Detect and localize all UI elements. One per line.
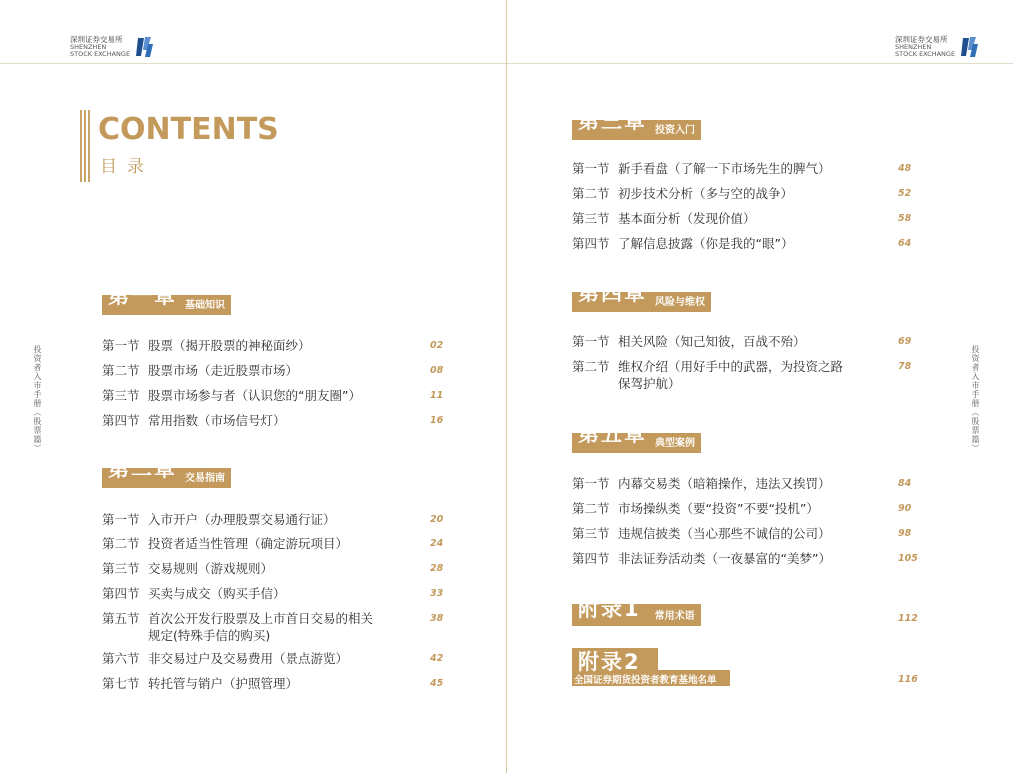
page-number: 24: [430, 538, 444, 549]
section-number: 第四节: [572, 551, 610, 566]
section-number: 第三节: [102, 388, 140, 403]
chapter-3-header: [572, 109, 701, 140]
chapter-title: 第三章: [578, 109, 647, 133]
section-title: [148, 610, 412, 644]
contents-decor-bars: [80, 110, 90, 182]
page-number: 08: [430, 365, 444, 376]
section-title: 交易规则（游戏规则）: [148, 561, 274, 576]
toc-entry[interactable]: [572, 210, 872, 227]
exchange-logo-right: [895, 36, 979, 59]
page-number: 69: [898, 336, 912, 347]
section-number: 第二节: [102, 536, 140, 551]
toc-entry[interactable]: [102, 362, 412, 379]
section-title-line1: 维权介绍（用好手中的武器，为投资之路: [618, 359, 844, 374]
section-number: 第一节: [102, 338, 140, 353]
page-number: 112: [898, 613, 918, 624]
chapter-subtitle: 典型案例: [655, 438, 695, 449]
section-title: 内幕交易类（暗箱操作，违法又挨罚）: [618, 476, 831, 491]
section-title-line2: 保驾护航）: [618, 376, 681, 391]
section-number: 第四节: [572, 236, 610, 251]
logo-en-line2: STOCK EXCHANGE: [895, 50, 956, 58]
header-rule-right: [507, 63, 1013, 64]
section-number: 第二节: [572, 186, 610, 201]
appendix-subtitle: 全国证券期货投资者教育基地名单: [574, 675, 717, 686]
section-title: 非法证券活动类（一夜暴富的“美梦”）: [618, 551, 831, 566]
section-number: 第一节: [572, 334, 610, 349]
toc-entry[interactable]: [102, 560, 412, 577]
page-number: 105: [898, 553, 918, 564]
toc-entry[interactable]: [102, 387, 412, 404]
section-number: 第三节: [102, 561, 140, 576]
toc-entry[interactable]: [102, 585, 412, 602]
chapter-5-header: [572, 422, 701, 453]
appendix-title: 附录1: [578, 597, 641, 621]
section-title: 了解信息披露（你是我的“眼”）: [618, 236, 794, 251]
page-number: 42: [430, 653, 444, 664]
section-title-line1: 首次公开发行股票及上市首日交易的相关: [148, 611, 374, 626]
section-title: 违规信披类（当心那些不诚信的公司）: [618, 526, 831, 541]
toc-entry[interactable]: [102, 650, 412, 667]
page-number: 78: [898, 361, 912, 372]
side-label-right: 投资者入市手册（股票篇）: [971, 345, 980, 453]
section-title: 初步技术分析（多与空的战争）: [618, 186, 794, 201]
appendix-title: 附录2: [578, 650, 641, 674]
chapter-subtitle: 投资入门: [655, 125, 695, 136]
page-number: 33: [430, 588, 444, 599]
toc-entry[interactable]: [572, 160, 872, 177]
page-number: 38: [430, 613, 444, 624]
section-number: 第六节: [102, 651, 140, 666]
section-title: 股票市场（走近股票市场）: [148, 363, 299, 378]
appendix-1-header[interactable]: [572, 597, 701, 626]
page-number: 90: [898, 503, 912, 514]
section-title: 相关风险（知己知彼，百战不殆）: [618, 334, 806, 349]
section-number: 第一节: [572, 476, 610, 491]
section-title: 股票市场参与者（认识您的“朋友圈”）: [148, 388, 361, 403]
toc-entry[interactable]: [102, 610, 412, 644]
page-number: 11: [430, 390, 444, 401]
section-title: 投资者适当性管理（确定游玩项目）: [148, 536, 349, 551]
section-number: 第四节: [102, 586, 140, 601]
section-title: [618, 358, 872, 392]
toc-entry[interactable]: [572, 550, 872, 567]
toc-entry[interactable]: [572, 185, 872, 202]
toc-entry[interactable]: [572, 358, 872, 392]
page-number: 52: [898, 188, 912, 199]
page-number: 02: [430, 340, 444, 351]
logo-en-line1: SHENZHEN: [895, 42, 932, 51]
page-number: 48: [898, 163, 912, 174]
section-title: 股票（揭开股票的神秘面纱）: [148, 338, 311, 353]
szse-logo-icon: [134, 36, 154, 58]
page-number: 45: [430, 678, 444, 689]
section-title: 基本面分析（发现价值）: [618, 211, 756, 226]
page-number: 84: [898, 478, 912, 489]
chapter-subtitle: 风险与维权: [655, 297, 705, 308]
toc-entry[interactable]: [102, 511, 412, 528]
toc-entry[interactable]: [102, 675, 412, 692]
header-rule-left: [0, 63, 506, 64]
chapter-subtitle: 基础知识: [185, 300, 225, 311]
page-number: 20: [430, 514, 444, 525]
section-title: 转托管与销户（护照管理）: [148, 676, 299, 691]
chapter-1-header: [102, 284, 231, 315]
page-number: 28: [430, 563, 444, 574]
toc-entry[interactable]: [102, 535, 412, 552]
page-number: 116: [898, 674, 918, 685]
chapter-title: 第五章: [578, 422, 647, 446]
side-label-left: 投资者入市手册（股票篇）: [33, 345, 42, 453]
chapter-2-header: [102, 457, 231, 488]
chapter-title: 第一章: [108, 284, 177, 308]
section-number: 第一节: [102, 512, 140, 527]
toc-entry[interactable]: [572, 500, 872, 517]
section-number: 第五节: [102, 611, 140, 626]
section-number: 第二节: [572, 501, 610, 516]
szse-logo-icon: [959, 36, 979, 58]
page-divider: [506, 0, 507, 773]
page-number: 98: [898, 528, 912, 539]
section-title: 新手看盘（了解一下市场先生的脾气）: [618, 161, 831, 176]
section-title: 入市开户（办理股票交易通行证）: [148, 512, 336, 527]
section-number: 第二节: [572, 359, 610, 374]
section-number: 第三节: [572, 211, 610, 226]
toc-entry[interactable]: [102, 412, 412, 429]
chapter-title: 第二章: [108, 457, 177, 481]
chapter-subtitle: 交易指南: [185, 473, 225, 484]
logo-en-line2: STOCK EXCHANGE: [70, 50, 131, 58]
section-title-line2: 规定(特殊手信的购买): [148, 628, 271, 643]
toc-entry[interactable]: [572, 333, 872, 350]
toc-entry[interactable]: [572, 235, 872, 252]
logo-en-line1: SHENZHEN: [70, 42, 107, 51]
section-title: 非交易过户及交易费用（景点游览）: [148, 651, 349, 666]
chapter-4-header: [572, 281, 711, 312]
toc-entry[interactable]: [572, 475, 872, 492]
toc-entry[interactable]: [102, 337, 412, 354]
toc-entry[interactable]: [572, 525, 872, 542]
appendix-subtitle: 常用术语: [654, 611, 695, 622]
section-title: 市场操纵类（要“投资”不要“投机”）: [618, 501, 819, 516]
page-number: 64: [898, 238, 912, 249]
section-number: 第二节: [102, 363, 140, 378]
contents-subtitle: 目录: [100, 157, 154, 177]
section-number: 第四节: [102, 413, 140, 428]
logo-cn-text: 深圳证券交易所: [895, 35, 948, 44]
logo-cn-text: 深圳证券交易所: [70, 35, 123, 44]
section-number: 第七节: [102, 676, 140, 691]
contents-title: CONTENTS: [98, 112, 279, 147]
chapter-title: 第四章: [578, 281, 647, 305]
section-number: 第三节: [572, 526, 610, 541]
page-number: 16: [430, 415, 444, 426]
section-title: 买卖与成交（购买手信）: [148, 586, 286, 601]
page-number: 58: [898, 213, 912, 224]
exchange-logo-left: [70, 36, 154, 59]
appendix-2-header[interactable]: [572, 648, 730, 686]
section-title: 常用指数（市场信号灯）: [148, 413, 286, 428]
section-number: 第一节: [572, 161, 610, 176]
